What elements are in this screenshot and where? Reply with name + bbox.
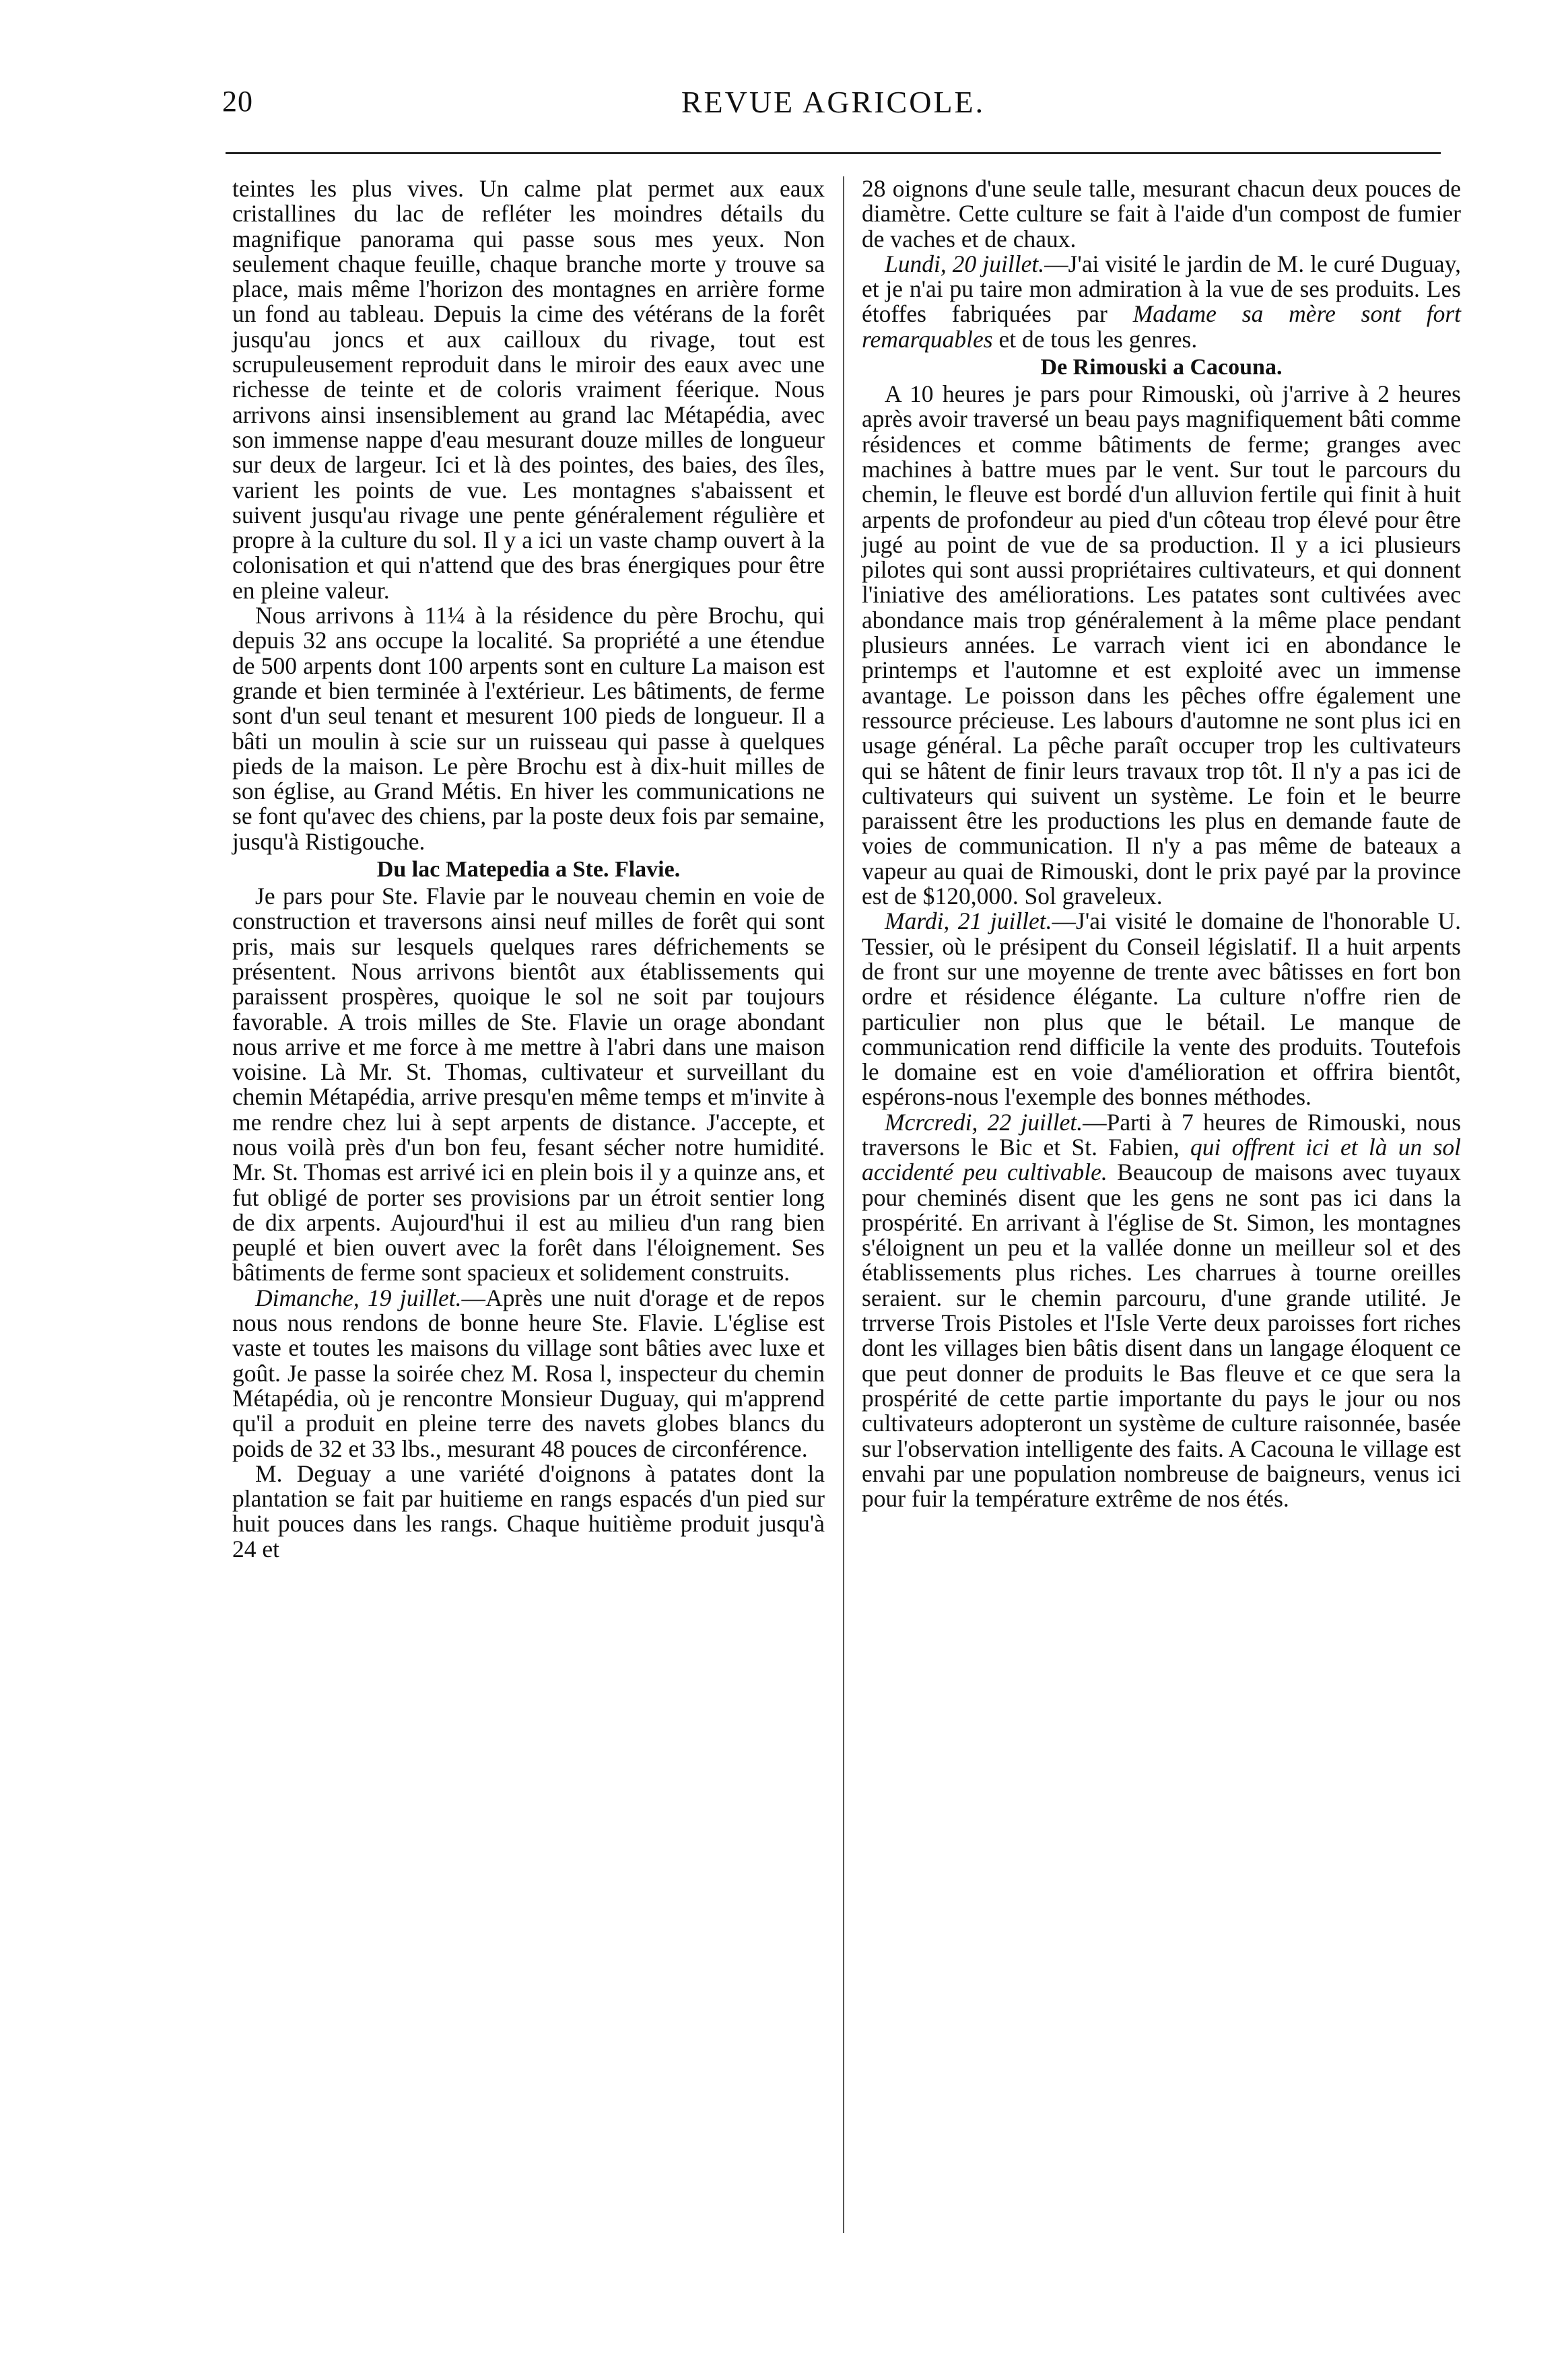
date-label: Mardi, 21 juillet. xyxy=(885,907,1052,935)
header-rule xyxy=(226,152,1441,154)
column-divider xyxy=(843,176,844,2233)
date-label: Lundi, 20 juillet. xyxy=(885,250,1045,277)
paragraph-text: et de tous les genres. xyxy=(998,325,1198,353)
paragraph-text: —J'ai visité le jardin de M. le curé Duguay, et je n'ai pu taire mon admiration à la vue de ses produits. Les étoffes fabriquées par xyxy=(862,250,1461,328)
date-label: Dimanche, 19 juillet. xyxy=(255,1284,462,1311)
running-title: REVUE AGRICOLE. xyxy=(681,85,986,119)
paragraph: teintes les plus vives. Un calme plat permet aux eaux cristallines du lac de refléter les moindres détails du magnifique panorama qui passe sous mes yeux. Non seulement chaque feuille, chaque branche morte y trouve sa place, mais même l'horizon des montagnes en arrière forme un fond au tableau. Depuis la cime des vétérans de la forêt jusqu'au joncs et aux cailloux du rivage, tout est scrupuleusement reproduit dans le miroir des eaux avec une richesse de teinte et de coloris vraiment féerique. Nous arrivons ainsi insensiblement au grand lac Métapédia, avec son immense nappe d'eau mesurant douze milles de longueur sur deux de largeur. Ici et là des pointes, des baies, des îles, varient les points de vue. Les montagnes s'abaissent et suivent jusqu'au rivage une pente généralement régulière et propre à la culture du sol. Il y a ici un vaste champ ouvert à la colonisation et qui n'attend que des bras énergiques pour être en pleine valeur. xyxy=(232,175,825,604)
paragraph-text: Beaucoup de maisons avec tuyaux pour cheminés disent que les gens ne sont pas ici dans la prospérité. En arrivant à l'église de St. Simon, les montagnes s'éloignent un peu et la vallée donne un meilleur sol et des établissements plus riches. Les charrues à tourne oreilles seraient. sur le chemin parcouru, d'une grande utilité. Je trrverse Trois Pistoles et l'Isle Verte deux paroisses fort riches dont les villages bien bâtis disent dans un langage éloquent ce que peut donner de produits le Bas fleuve et ce que sera la prospérité de cette partie importante du pays le jour ou nos cultivateurs adopteront un système de culture raisonnée, basée sur l'observation intelligente des faits. A Cacouna le village est envahi par une population nombreuse de baigneurs, venus ici pour fuir la température extrême de nos étés. xyxy=(862,1159,1462,1513)
paragraph: 28 oignons d'une seule talle, mesurant chacun deux pouces de diamètre. Cette culture se fait à l'aide d'un compost de fumier de vaches et de chaux. xyxy=(862,175,1461,252)
section-heading: Du lac Matepedia a Ste. Flavie. xyxy=(376,857,681,883)
paragraph: Je pars pour Ste. Flavie par le nouveau chemin en voie de construction et traversons ainsi neuf milles de forêt qui sont pris, mais sur lesquels quelques rares défrichements se présentent. Nous arrivons bientôt aux établissements qui paraissent prospères, quoique le sol ne soit par toujours favorable. A trois milles de Ste. Flavie un orage abondant nous arrive et me force à me mettre à l'abri dans une maison voisine. Là Mr. St. Thomas, cultivateur et surveillant du chemin Métapédia, arrive presqu'en même temps et m'invite à me rendre chez lui à sept arpents de distance. J'accepte, et nous voilà près d'un bon feu, fesant sécher notre humidité. Mr. St. Thomas est arrivé ici en plein bois il y a quinze ans, et fut obligé de porter ses provisions par un étroit sentier long de dix arpents. Aujourd'hui il est au milieu d'un rang bien peuplé et bien ouvert avec la forêt dans l'éloignement. Ses bâtiments de ferme sont spacieux et solidement construits. xyxy=(232,883,825,1286)
paragraph xyxy=(862,1110,1461,1512)
paragraph xyxy=(862,252,1461,352)
paragraph xyxy=(232,1286,825,1461)
paragraph: M. Deguay a une variété d'oignons à patates dont la plantation se fait par huitieme en rangs espacés d'un pied sur huit pouces dans les rangs. Chaque huitième produit jusqu'à 24 et xyxy=(232,1459,825,1562)
italic-text: Madame sa mère sont fort remarquables xyxy=(862,300,1461,353)
paragraph-text: —J'ai visité le domaine de l'honorable U. Tessier, où le présipent du Conseil législatif. Il a huit arpents de front sur une moyenne de trente avec bâtisses en fort bon ordre et résidence élégante. La culture n'offre rien de particulier non plus que le bétail. Le manque de communication rend difficile la vente des produits. Toutefois le domaine est en voie d'amélioration et offrira bientôt, espérons-nous l'exemple des bonnes méthodes. xyxy=(862,907,1461,1111)
date-label: Mcrcredi, 22 juillet. xyxy=(885,1108,1083,1136)
page-header xyxy=(222,84,1444,131)
right-column xyxy=(862,176,1461,1511)
section-heading: De Rimouski a Cacouna. xyxy=(1040,355,1283,380)
italic-text: qui offrent ici et là un sol accidenté peu cultivable. xyxy=(862,1133,1462,1186)
page-number: 20 xyxy=(222,85,253,118)
paragraph: Nous arrivons à 11¼ à la résidence du père Brochu, qui depuis 32 ans occupe la localité. Sa propriété a une étendue de 500 arpents dont 100 arpents sont en culture La maison est grande et bien terminée à l'extérieur. Les bâtiments, de ferme sont d'un seul tenant et mesurent 100 pieds de longueur. Il a bâti un moulin à scie sur un ruisseau qui passe à quelques pieds de la maison. Le père Brochu est à dix-huit milles de son église, au Grand Métis. En hiver les communications ne se font qu'avec des chiens, par la poste deux fois par semaine, jusqu'à Ristigouche. xyxy=(232,602,825,855)
paragraph: A 10 heures je pars pour Rimouski, où j'arrive à 2 heures après avoir traversé un beau pays magnifiquement bâti comme résidences et comme bâtiments de ferme; granges avec machines à battre mues par le vent. Sur tout le parcours du chemin, le fleuve est bordé d'un alluvion fertile qui finit à huit arpents de profondeur au pied d'un côteau trop élevé pour être jugé au point de vue de sa production. Il y a ici plusieurs pilotes qui sont aussi propriétaires cultivateurs, et qui donnent l'iniative des améliorations. Les patates sont cultivées avec abondance mais trop généralement à la même place pendant plusieurs années. Le varrach vient ici en abondance le printemps et l'automne et est exploité avec un immense avantage. Le poisson dans les pêches offre également une ressource précieuse. Les labours d'automne ne sont plus ici en usage général. La pêche paraît occuper trop les cultivateurs qui se hâtent de finir leurs travaux trop tôt. Il n'y a pas ici de cultivateurs qui suivent un système. Le foin et le beurre paraissent être les productions les plus en demande faute de voies de communication. Il n'y a pas même de bateaux a vapeur au quai de Rimouski, dont le prix payé par la province est de $120,000. Sol graveleux. xyxy=(862,380,1461,910)
left-column xyxy=(232,176,825,1562)
paragraph-text: —Après une nuit d'orage et de repos nous nous rendons de bonne heure Ste. Flavie. L'église est vaste et toutes les maisons du village sont bâties avec luxe et goût. Je passe la soirée chez M. Rosa l, inspecteur du chemin Métapédia, où je rencontre Monsieur Duguay, qui m'apprend qu'il a produit en pleine terre des navets globes blancs du poids de 32 et 33 lbs., mesurant 48 pouces de circonférence. xyxy=(232,1284,825,1462)
paragraph-text: —Parti à 7 heures de Rimouski, nous traversons le Bic et St. Fabien, xyxy=(862,1108,1462,1161)
paragraph xyxy=(862,909,1461,1109)
